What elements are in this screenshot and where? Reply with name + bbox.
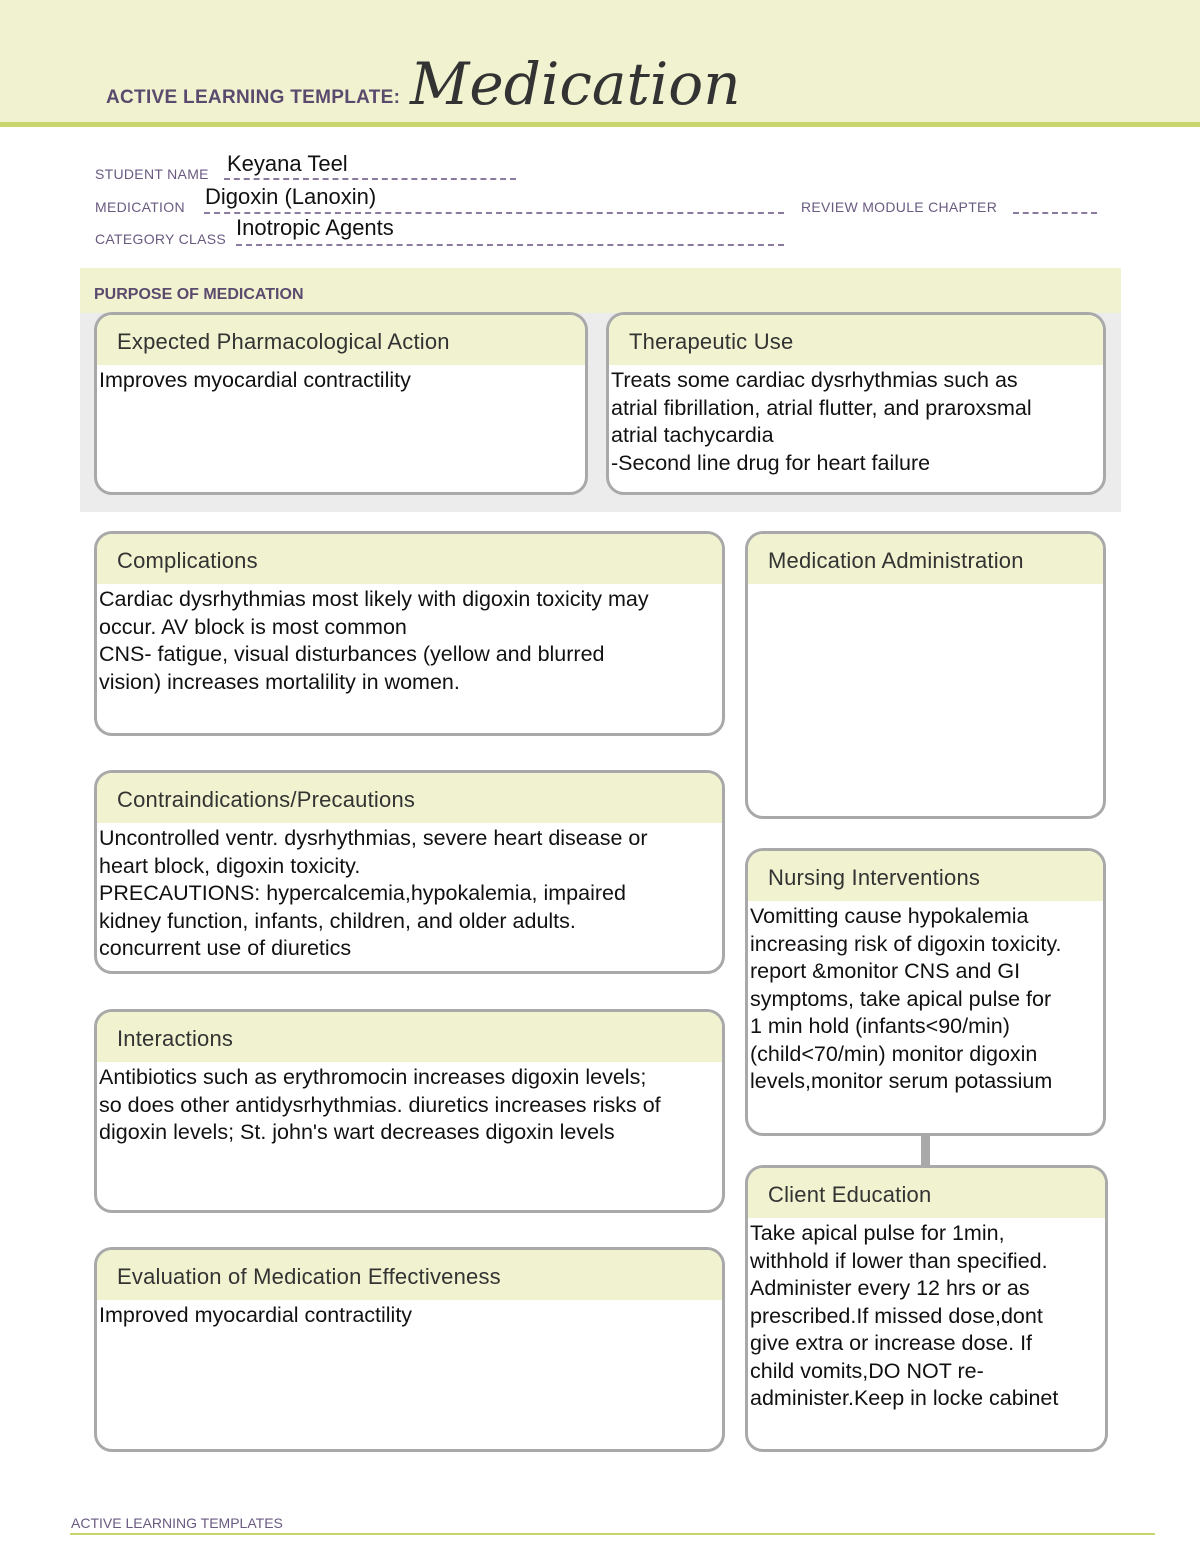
- contraindications-box[interactable]: [94, 770, 725, 974]
- footer-divider: [70, 1533, 1155, 1535]
- text-line: withhold if lower than specified.: [750, 1248, 1048, 1273]
- category-label: CATEGORY CLASS: [95, 231, 227, 247]
- text-line: heart block, digoxin toxicity.: [99, 853, 361, 878]
- text-line: Take apical pulse for 1min,: [750, 1221, 1005, 1245]
- text-line: report &monitor CNS and GI: [750, 959, 1021, 983]
- education-title: Client Education: [748, 1168, 1105, 1218]
- expected-text[interactable]: [97, 365, 585, 395]
- nursing-title: Nursing Interventions: [748, 851, 1103, 901]
- text-line: Administer every 12 hrs or as: [750, 1276, 1030, 1300]
- text-line: Vomitting cause hypokalemia: [750, 904, 1029, 928]
- complications-text[interactable]: [97, 584, 722, 696]
- text-line: occur. AV block is most common: [99, 614, 407, 639]
- text-line: Cardiac dysrhythmias most likely with digoxin toxicity may: [99, 587, 649, 611]
- text-line: Antibiotics such as erythromocin increases digoxin levels;: [99, 1065, 647, 1089]
- interactions-box[interactable]: [94, 1009, 725, 1213]
- student-name-underline: [224, 178, 516, 180]
- page-title: Medication: [410, 50, 741, 118]
- nursing-interventions-box[interactable]: [745, 848, 1106, 1136]
- expected-action-box[interactable]: [94, 312, 588, 495]
- complications-title: Complications: [97, 534, 722, 584]
- review-module-field[interactable]: [1013, 212, 1097, 214]
- text-line: child vomits,DO NOT re-: [750, 1358, 984, 1383]
- administration-text[interactable]: [748, 584, 1103, 586]
- text-line: prescribed.If missed dose,dont: [750, 1303, 1043, 1328]
- therapeutic-use-box[interactable]: [606, 312, 1106, 495]
- medication-administration-box[interactable]: [745, 531, 1106, 819]
- evaluation-title: Evaluation of Medication Effectiveness: [97, 1250, 722, 1300]
- therapeutic-title: Therapeutic Use: [609, 315, 1103, 365]
- text-line: levels,monitor serum potassium: [750, 1069, 1053, 1093]
- text-line: Treats some cardiac dysrhythmias such as: [611, 368, 1018, 392]
- text-line: digoxin levels; St. john's wart decreases digoxin levels: [99, 1120, 615, 1144]
- medication-label: MEDICATION: [95, 199, 185, 215]
- footer-label: ACTIVE LEARNING TEMPLATES: [71, 1515, 283, 1531]
- complications-box[interactable]: [94, 531, 725, 736]
- contraindications-text[interactable]: [97, 823, 722, 963]
- text-line: Uncontrolled ventr. dysrhythmias, severe heart disease or: [99, 826, 648, 850]
- purpose-title: PURPOSE OF MEDICATION: [94, 286, 304, 303]
- text-line: administer.Keep in locke cabinet: [750, 1386, 1059, 1410]
- category-underline: [236, 244, 784, 246]
- nursing-text[interactable]: [748, 901, 1103, 1096]
- education-text[interactable]: [748, 1218, 1105, 1413]
- template-label: ACTIVE LEARNING TEMPLATE:: [106, 87, 401, 108]
- review-module-label: REVIEW MODULE CHAPTER: [801, 199, 998, 215]
- text-line: -Second line drug for heart failure: [611, 450, 931, 475]
- text-line: atrial fibrillation, atrial flutter, and praroxsmal: [611, 395, 1032, 420]
- text-line: increasing risk of digoxin toxicity.: [750, 931, 1062, 956]
- therapeutic-text[interactable]: [609, 365, 1103, 477]
- student-name-label: STUDENT NAME: [95, 166, 209, 182]
- text-line: symptoms, take apical pulse for: [750, 986, 1052, 1011]
- text-line: PRECAUTIONS: hypercalcemia,hypokalemia, impaired: [99, 881, 626, 905]
- contraindications-title: Contraindications/Precautions: [97, 773, 722, 823]
- connector: [921, 1135, 930, 1167]
- evaluation-text[interactable]: [97, 1300, 722, 1330]
- administration-title: Medication Administration: [748, 534, 1103, 584]
- medication-underline: [204, 212, 784, 214]
- interactions-text[interactable]: [97, 1062, 722, 1147]
- text-line: give extra or increase dose. If: [750, 1331, 1033, 1355]
- student-name-field[interactable]: Keyana Teel: [227, 151, 348, 176]
- expected-title: Expected Pharmacological Action: [97, 315, 585, 365]
- text-line: 1 min hold (infants<90/min): [750, 1014, 1010, 1038]
- text-line: kidney function, infants, children, and older adults.: [99, 908, 576, 933]
- category-field[interactable]: Inotropic Agents: [236, 215, 394, 240]
- text-line: Improves myocardial contractility: [99, 368, 411, 392]
- header-divider: [0, 122, 1200, 127]
- text-line: Improved myocardial contractility: [99, 1303, 413, 1327]
- text-line: (child<70/min) monitor digoxin: [750, 1041, 1038, 1066]
- medication-field[interactable]: Digoxin (Lanoxin): [205, 184, 377, 209]
- interactions-title: Interactions: [97, 1012, 722, 1062]
- evaluation-box[interactable]: [94, 1247, 725, 1452]
- text-line: vision) increases mortalility in women.: [99, 669, 460, 694]
- text-line: concurrent use of diuretics: [99, 936, 352, 960]
- client-education-box[interactable]: [745, 1165, 1108, 1452]
- text-line: atrial tachycardia: [611, 423, 774, 447]
- text-line: so does other antidysrhythmias. diuretics increases risks of: [99, 1092, 661, 1117]
- text-line: CNS- fatigue, visual disturbances (yellow and blurred: [99, 642, 605, 666]
